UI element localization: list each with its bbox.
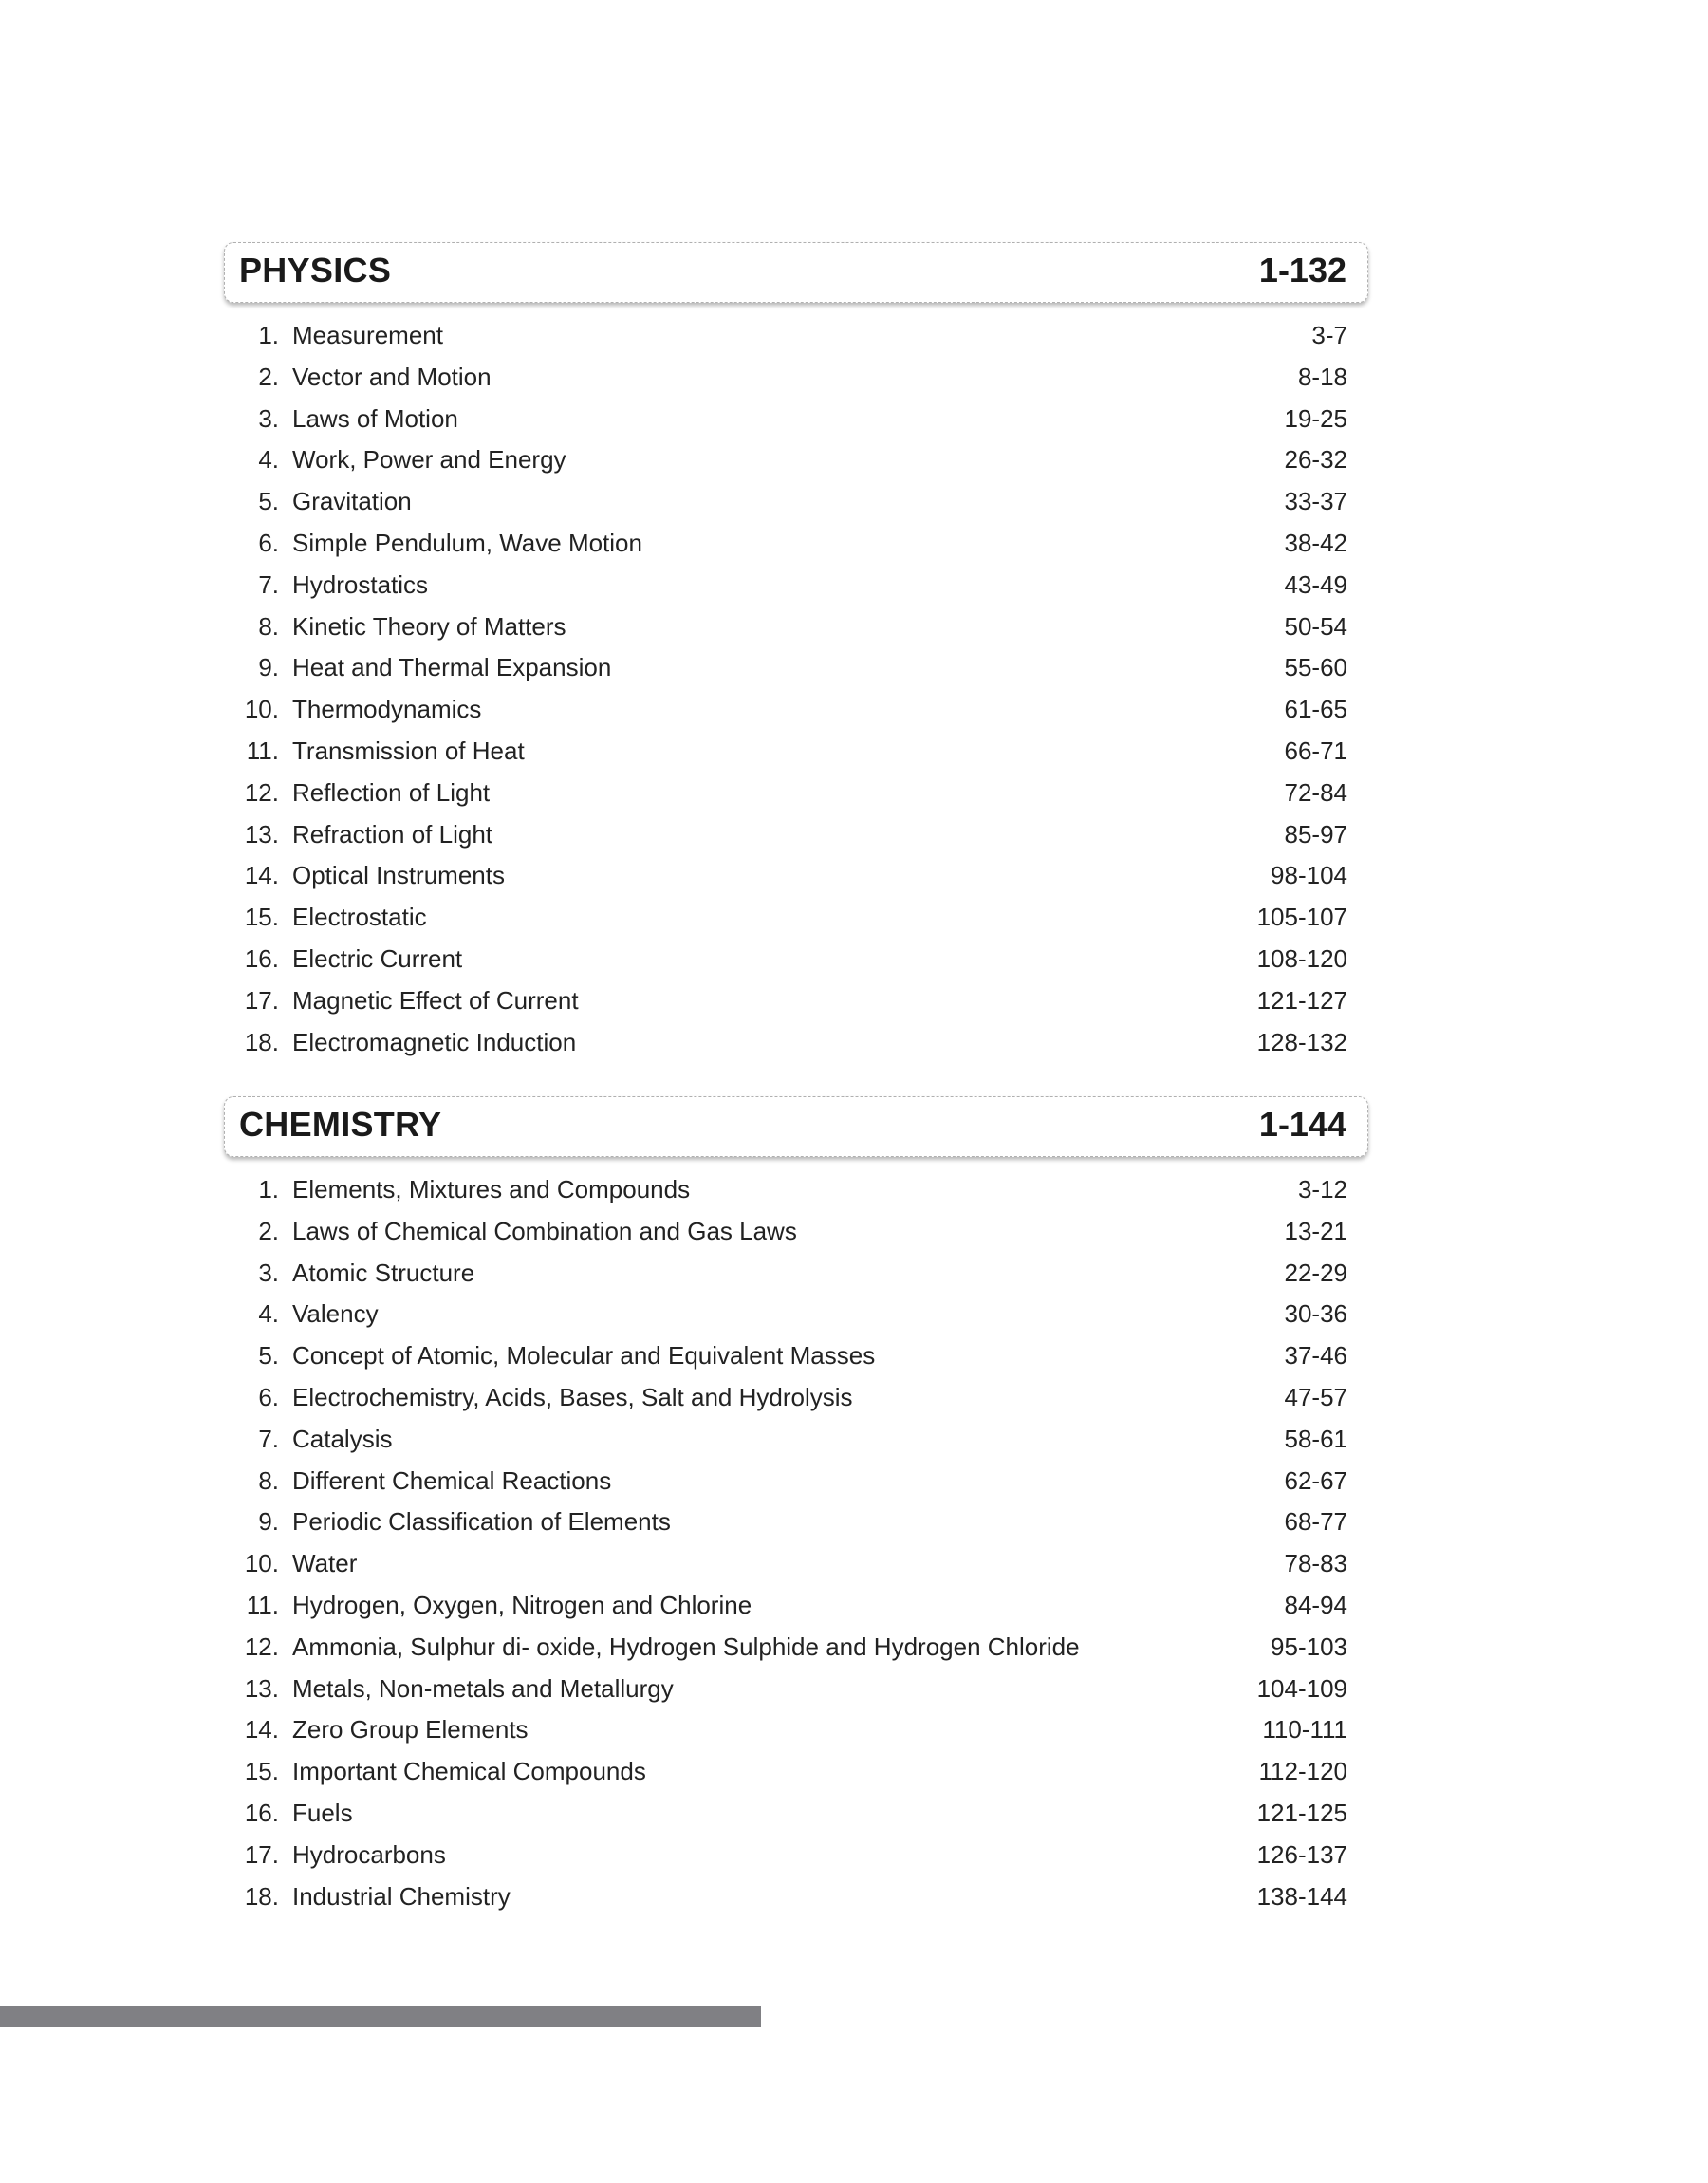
chapter-pages: 13-21 xyxy=(1284,1216,1347,1245)
chapter-row xyxy=(224,897,1368,939)
chapter-number: 15. xyxy=(244,1757,279,1786)
chapter-pages: 121-125 xyxy=(1256,1798,1347,1827)
chapter-title: Catalysis xyxy=(292,1424,393,1453)
chapter-title: Magnetic Effect of Current xyxy=(292,985,579,1015)
chapter-title: Laws of Motion xyxy=(292,403,458,433)
chapter-pages: 22-29 xyxy=(1284,1258,1347,1287)
chapter-pages: 138-144 xyxy=(1256,1881,1347,1911)
chapter-pages: 126-137 xyxy=(1256,1839,1347,1869)
chapter-title: Gravitation xyxy=(292,487,412,516)
chapter-row xyxy=(224,399,1368,440)
chapter-number: 12. xyxy=(244,777,279,807)
chapter-pages: 30-36 xyxy=(1284,1299,1347,1329)
chapter-row xyxy=(224,980,1368,1022)
chapter-title: Laws of Chemical Combination and Gas Laws xyxy=(292,1216,797,1245)
chemistry-header xyxy=(224,1096,1368,1157)
chapter-row xyxy=(224,647,1368,689)
chapter-row xyxy=(224,1751,1368,1793)
chapter-pages: 47-57 xyxy=(1284,1382,1347,1411)
chapter-title: Zero Group Elements xyxy=(292,1715,529,1745)
chapter-pages: 33-37 xyxy=(1284,487,1347,516)
chapter-number: 7. xyxy=(258,1424,279,1453)
chapter-row xyxy=(224,1543,1368,1585)
chemistry-chapter-list xyxy=(224,1169,1368,1917)
chapter-title: Industrial Chemistry xyxy=(292,1881,511,1911)
chapter-row xyxy=(224,689,1368,731)
chapter-number: 10. xyxy=(244,1549,279,1578)
chapter-title: Kinetic Theory of Matters xyxy=(292,611,566,641)
chapter-number: 2. xyxy=(258,1216,279,1245)
chapter-row xyxy=(224,1835,1368,1876)
chapter-row xyxy=(224,939,1368,980)
chemistry-page-range: 1-144 xyxy=(1258,1105,1346,1144)
chapter-title: Fuels xyxy=(292,1798,353,1827)
chapter-pages: 61-65 xyxy=(1284,695,1347,724)
chapter-row xyxy=(224,523,1368,565)
chapter-title: Different Chemical Reactions xyxy=(292,1465,612,1495)
chapter-number: 6. xyxy=(258,1382,279,1411)
chapter-pages: 105-107 xyxy=(1256,903,1347,932)
chapter-row xyxy=(224,606,1368,648)
chapter-pages: 121-127 xyxy=(1256,985,1347,1015)
chapter-row xyxy=(224,357,1368,399)
chapter-title: Reflection of Light xyxy=(292,777,491,807)
chapter-pages: 68-77 xyxy=(1284,1507,1347,1537)
chapter-pages: 3-7 xyxy=(1311,321,1347,349)
chapter-title: Hydrogen, Oxygen, Nitrogen and Chlorine xyxy=(292,1590,752,1619)
chapter-pages: 58-61 xyxy=(1284,1424,1347,1453)
chapter-pages: 37-46 xyxy=(1284,1341,1347,1371)
chapter-title: Elements, Mixtures and Compounds xyxy=(292,1175,691,1203)
chapter-title: Metals, Non-metals and Metallurgy xyxy=(292,1673,674,1703)
chapter-row xyxy=(224,1627,1368,1669)
physics-page-range: 1-132 xyxy=(1258,251,1346,289)
chapter-number: 9. xyxy=(258,1507,279,1537)
chapter-number: 8. xyxy=(258,611,279,641)
chapter-row xyxy=(224,565,1368,606)
chapter-row xyxy=(224,1335,1368,1377)
chapter-pages: 110-111 xyxy=(1262,1715,1347,1745)
chapter-pages: 50-54 xyxy=(1284,611,1347,641)
chapter-title: Optical Instruments xyxy=(292,861,505,890)
chapter-row xyxy=(224,1253,1368,1295)
chapter-number: 3. xyxy=(258,403,279,433)
physics-title: PHYSICS xyxy=(239,251,392,289)
chapter-title: Transmission of Heat xyxy=(292,736,525,765)
chapter-number: 5. xyxy=(258,1341,279,1371)
chapter-row xyxy=(224,1585,1368,1627)
chapter-title: Valency xyxy=(292,1299,379,1329)
chapter-number: 8. xyxy=(258,1465,279,1495)
chapter-row xyxy=(224,1377,1368,1419)
chapter-pages: 98-104 xyxy=(1271,861,1347,890)
chapter-number: 4. xyxy=(258,1299,279,1329)
chapter-title: Measurement xyxy=(292,321,443,349)
chapter-row xyxy=(224,1876,1368,1918)
chapter-title: Hydrostatics xyxy=(292,569,429,599)
physics-section xyxy=(224,242,1368,1063)
chapter-row xyxy=(224,1793,1368,1835)
chapter-number: 6. xyxy=(258,528,279,557)
chapter-pages: 85-97 xyxy=(1284,819,1347,849)
chapter-title: Electrochemistry, Acids, Bases, Salt and Hydrolysis xyxy=(292,1382,853,1411)
chemistry-title: CHEMISTRY xyxy=(239,1105,442,1144)
chapter-number: 17. xyxy=(244,985,279,1015)
footer-bar xyxy=(0,2006,761,2027)
chapter-row xyxy=(224,481,1368,523)
chapter-pages: 8-18 xyxy=(1297,362,1347,391)
chapter-title: Atomic Structure xyxy=(292,1258,475,1287)
chapter-pages: 62-67 xyxy=(1284,1465,1347,1495)
chapter-row xyxy=(224,1461,1368,1502)
chapter-pages: 26-32 xyxy=(1284,445,1347,475)
chapter-row xyxy=(224,1211,1368,1253)
chapter-number: 14. xyxy=(244,1715,279,1745)
chapter-title: Work, Power and Energy xyxy=(292,445,566,475)
chapter-title: Periodic Classification of Elements xyxy=(292,1507,671,1537)
chapter-row xyxy=(224,1502,1368,1543)
chapter-number: 14. xyxy=(244,861,279,890)
chapter-title: Electromagnetic Induction xyxy=(292,1027,577,1056)
chapter-number: 7. xyxy=(258,569,279,599)
chapter-number: 11. xyxy=(246,1590,279,1619)
chapter-number: 12. xyxy=(244,1632,279,1661)
chapter-number: 1. xyxy=(258,321,279,349)
chapter-title: Thermodynamics xyxy=(292,695,482,724)
chapter-pages: 84-94 xyxy=(1284,1590,1347,1619)
chapter-number: 13. xyxy=(244,1673,279,1703)
chapter-row xyxy=(224,731,1368,773)
chapter-title: Ammonia, Sulphur di- oxide, Hydrogen Sulphide and Hydrogen Chloride xyxy=(292,1632,1080,1661)
chapter-pages: 3-12 xyxy=(1297,1175,1347,1203)
chapter-row xyxy=(224,1169,1368,1211)
chapter-row xyxy=(224,1294,1368,1335)
chapter-number: 16. xyxy=(244,1798,279,1827)
chapter-pages: 112-120 xyxy=(1258,1757,1347,1786)
chapter-pages: 78-83 xyxy=(1284,1549,1347,1578)
chapter-row xyxy=(224,439,1368,481)
chapter-number: 13. xyxy=(244,819,279,849)
chapter-title: Water xyxy=(292,1549,358,1578)
chapter-number: 3. xyxy=(258,1258,279,1287)
chapter-title: Hydrocarbons xyxy=(292,1839,446,1869)
chapter-row xyxy=(224,315,1368,357)
chapter-pages: 104-109 xyxy=(1256,1673,1347,1703)
chapter-title: Vector and Motion xyxy=(292,362,492,391)
chapter-row xyxy=(224,814,1368,856)
chapter-number: 5. xyxy=(258,487,279,516)
chapter-pages: 55-60 xyxy=(1284,653,1347,682)
chapter-title: Electric Current xyxy=(292,943,463,973)
chapter-title: Important Chemical Compounds xyxy=(292,1757,646,1786)
physics-chapter-list xyxy=(224,315,1368,1063)
chapter-pages: 38-42 xyxy=(1284,528,1347,557)
chapter-number: 16. xyxy=(244,943,279,973)
chapter-pages: 128-132 xyxy=(1256,1027,1347,1056)
chapter-pages: 108-120 xyxy=(1256,943,1347,973)
chapter-title: Heat and Thermal Expansion xyxy=(292,653,612,682)
chapter-number: 9. xyxy=(258,653,279,682)
chapter-number: 2. xyxy=(258,362,279,391)
physics-header xyxy=(224,242,1368,303)
chapter-row xyxy=(224,1022,1368,1064)
chapter-pages: 43-49 xyxy=(1284,569,1347,599)
chapter-number: 18. xyxy=(244,1027,279,1056)
chapter-pages: 19-25 xyxy=(1284,403,1347,433)
chapter-number: 15. xyxy=(244,903,279,932)
chapter-row xyxy=(224,855,1368,897)
chapter-number: 1. xyxy=(258,1175,279,1203)
chemistry-section xyxy=(224,1096,1368,1917)
chapter-row xyxy=(224,1709,1368,1751)
chapter-number: 17. xyxy=(244,1839,279,1869)
chapter-number: 18. xyxy=(244,1881,279,1911)
chapter-number: 11. xyxy=(246,736,279,765)
chapter-pages: 66-71 xyxy=(1284,736,1347,765)
chapter-row xyxy=(224,1669,1368,1710)
chapter-row xyxy=(224,773,1368,814)
chapter-pages: 72-84 xyxy=(1284,777,1347,807)
chapter-title: Simple Pendulum, Wave Motion xyxy=(292,528,642,557)
chapter-number: 10. xyxy=(244,695,279,724)
chapter-title: Concept of Atomic, Molecular and Equivalent Masses xyxy=(292,1341,876,1371)
chapter-title: Electrostatic xyxy=(292,903,427,932)
chapter-pages: 95-103 xyxy=(1271,1632,1347,1661)
chapter-number: 4. xyxy=(258,445,279,475)
chapter-title: Refraction of Light xyxy=(292,819,493,849)
chapter-row xyxy=(224,1419,1368,1461)
